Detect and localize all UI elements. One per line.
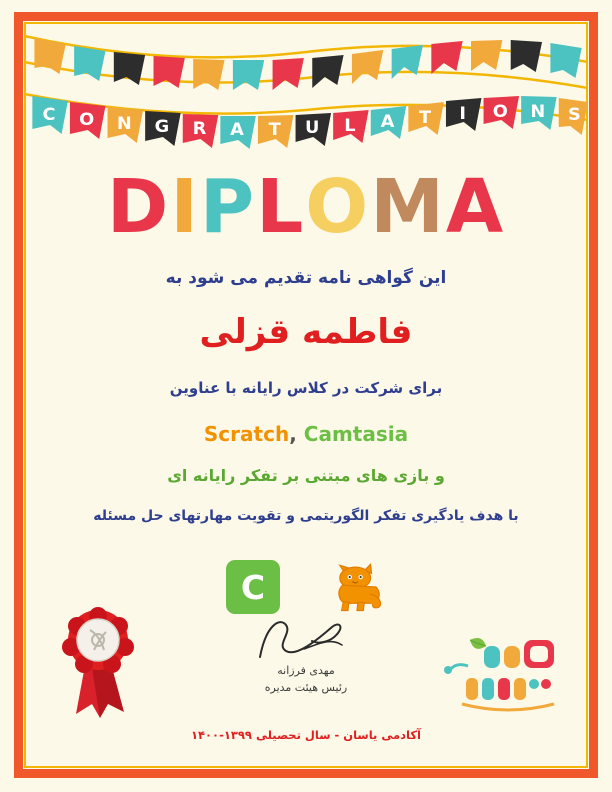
page-title [24, 164, 588, 250]
courses-separator: , [289, 422, 297, 446]
title-letter-a: A [445, 164, 506, 250]
svg-text:I: I [459, 104, 466, 124]
svg-text:L: L [344, 116, 356, 136]
svg-text:T: T [268, 120, 281, 140]
goal-line: با هدف یادگیری تفکر الگوریتمی و تقویت مهارتهای حل مسئله [93, 508, 519, 524]
title-letter-i: I [170, 164, 200, 250]
svg-text:C: C [42, 105, 56, 125]
signatory-name: مهدی فرزانه [277, 664, 335, 677]
award-rosette [52, 602, 144, 722]
course-scratch: Scratch [203, 422, 290, 446]
course-camtasia: Camtasia [303, 422, 409, 446]
svg-text:R: R [192, 119, 207, 139]
svg-text:T: T [419, 108, 432, 128]
title-letter-p: P [199, 164, 257, 250]
for-attendance-line: برای شرکت در کلاس رایانه با عناوین [169, 379, 443, 397]
svg-text:N: N [116, 114, 132, 134]
signatory-role: رئیس هیئت مدیره [264, 680, 348, 694]
title-letter-l: L [256, 164, 306, 250]
svg-text:O: O [492, 102, 508, 122]
certificate-content [24, 22, 588, 768]
svg-text:U: U [305, 118, 320, 138]
presented-to-line: این گواهی نامه تقدیم می شود به [165, 268, 447, 288]
svg-text:O: O [79, 110, 95, 130]
title-letter-d: D [106, 164, 171, 250]
svg-text:A: A [380, 112, 395, 132]
games-line: و بازی های مبتنی بر تفکر رایانه ای [167, 466, 445, 485]
signature-block [191, 615, 421, 696]
congratulations-bunting [24, 22, 588, 152]
camtasia-icon [226, 560, 280, 614]
title-letter-o: O [305, 164, 371, 250]
academy-logo [426, 634, 562, 720]
scratch-cat-icon [328, 558, 386, 616]
svg-text:G: G [154, 117, 170, 137]
svg-text:A: A [230, 120, 244, 140]
signature-mark [246, 615, 366, 661]
footer-academy-year: آکادمی یاسان - سال تحصیلی ۱۳۹۹-۱۴۰۰ [191, 728, 421, 742]
courses-line [24, 422, 588, 446]
rosette-svg [52, 602, 144, 722]
recipient-name: فاطمه قزلی [199, 312, 413, 352]
title-letter-m: M [370, 164, 446, 250]
svg-text:S: S [568, 105, 581, 125]
svg-text:N: N [530, 102, 546, 122]
academy-logo-svg [426, 634, 562, 720]
bunting-svg [24, 22, 588, 152]
camtasia-icon-letter: C [240, 567, 266, 607]
